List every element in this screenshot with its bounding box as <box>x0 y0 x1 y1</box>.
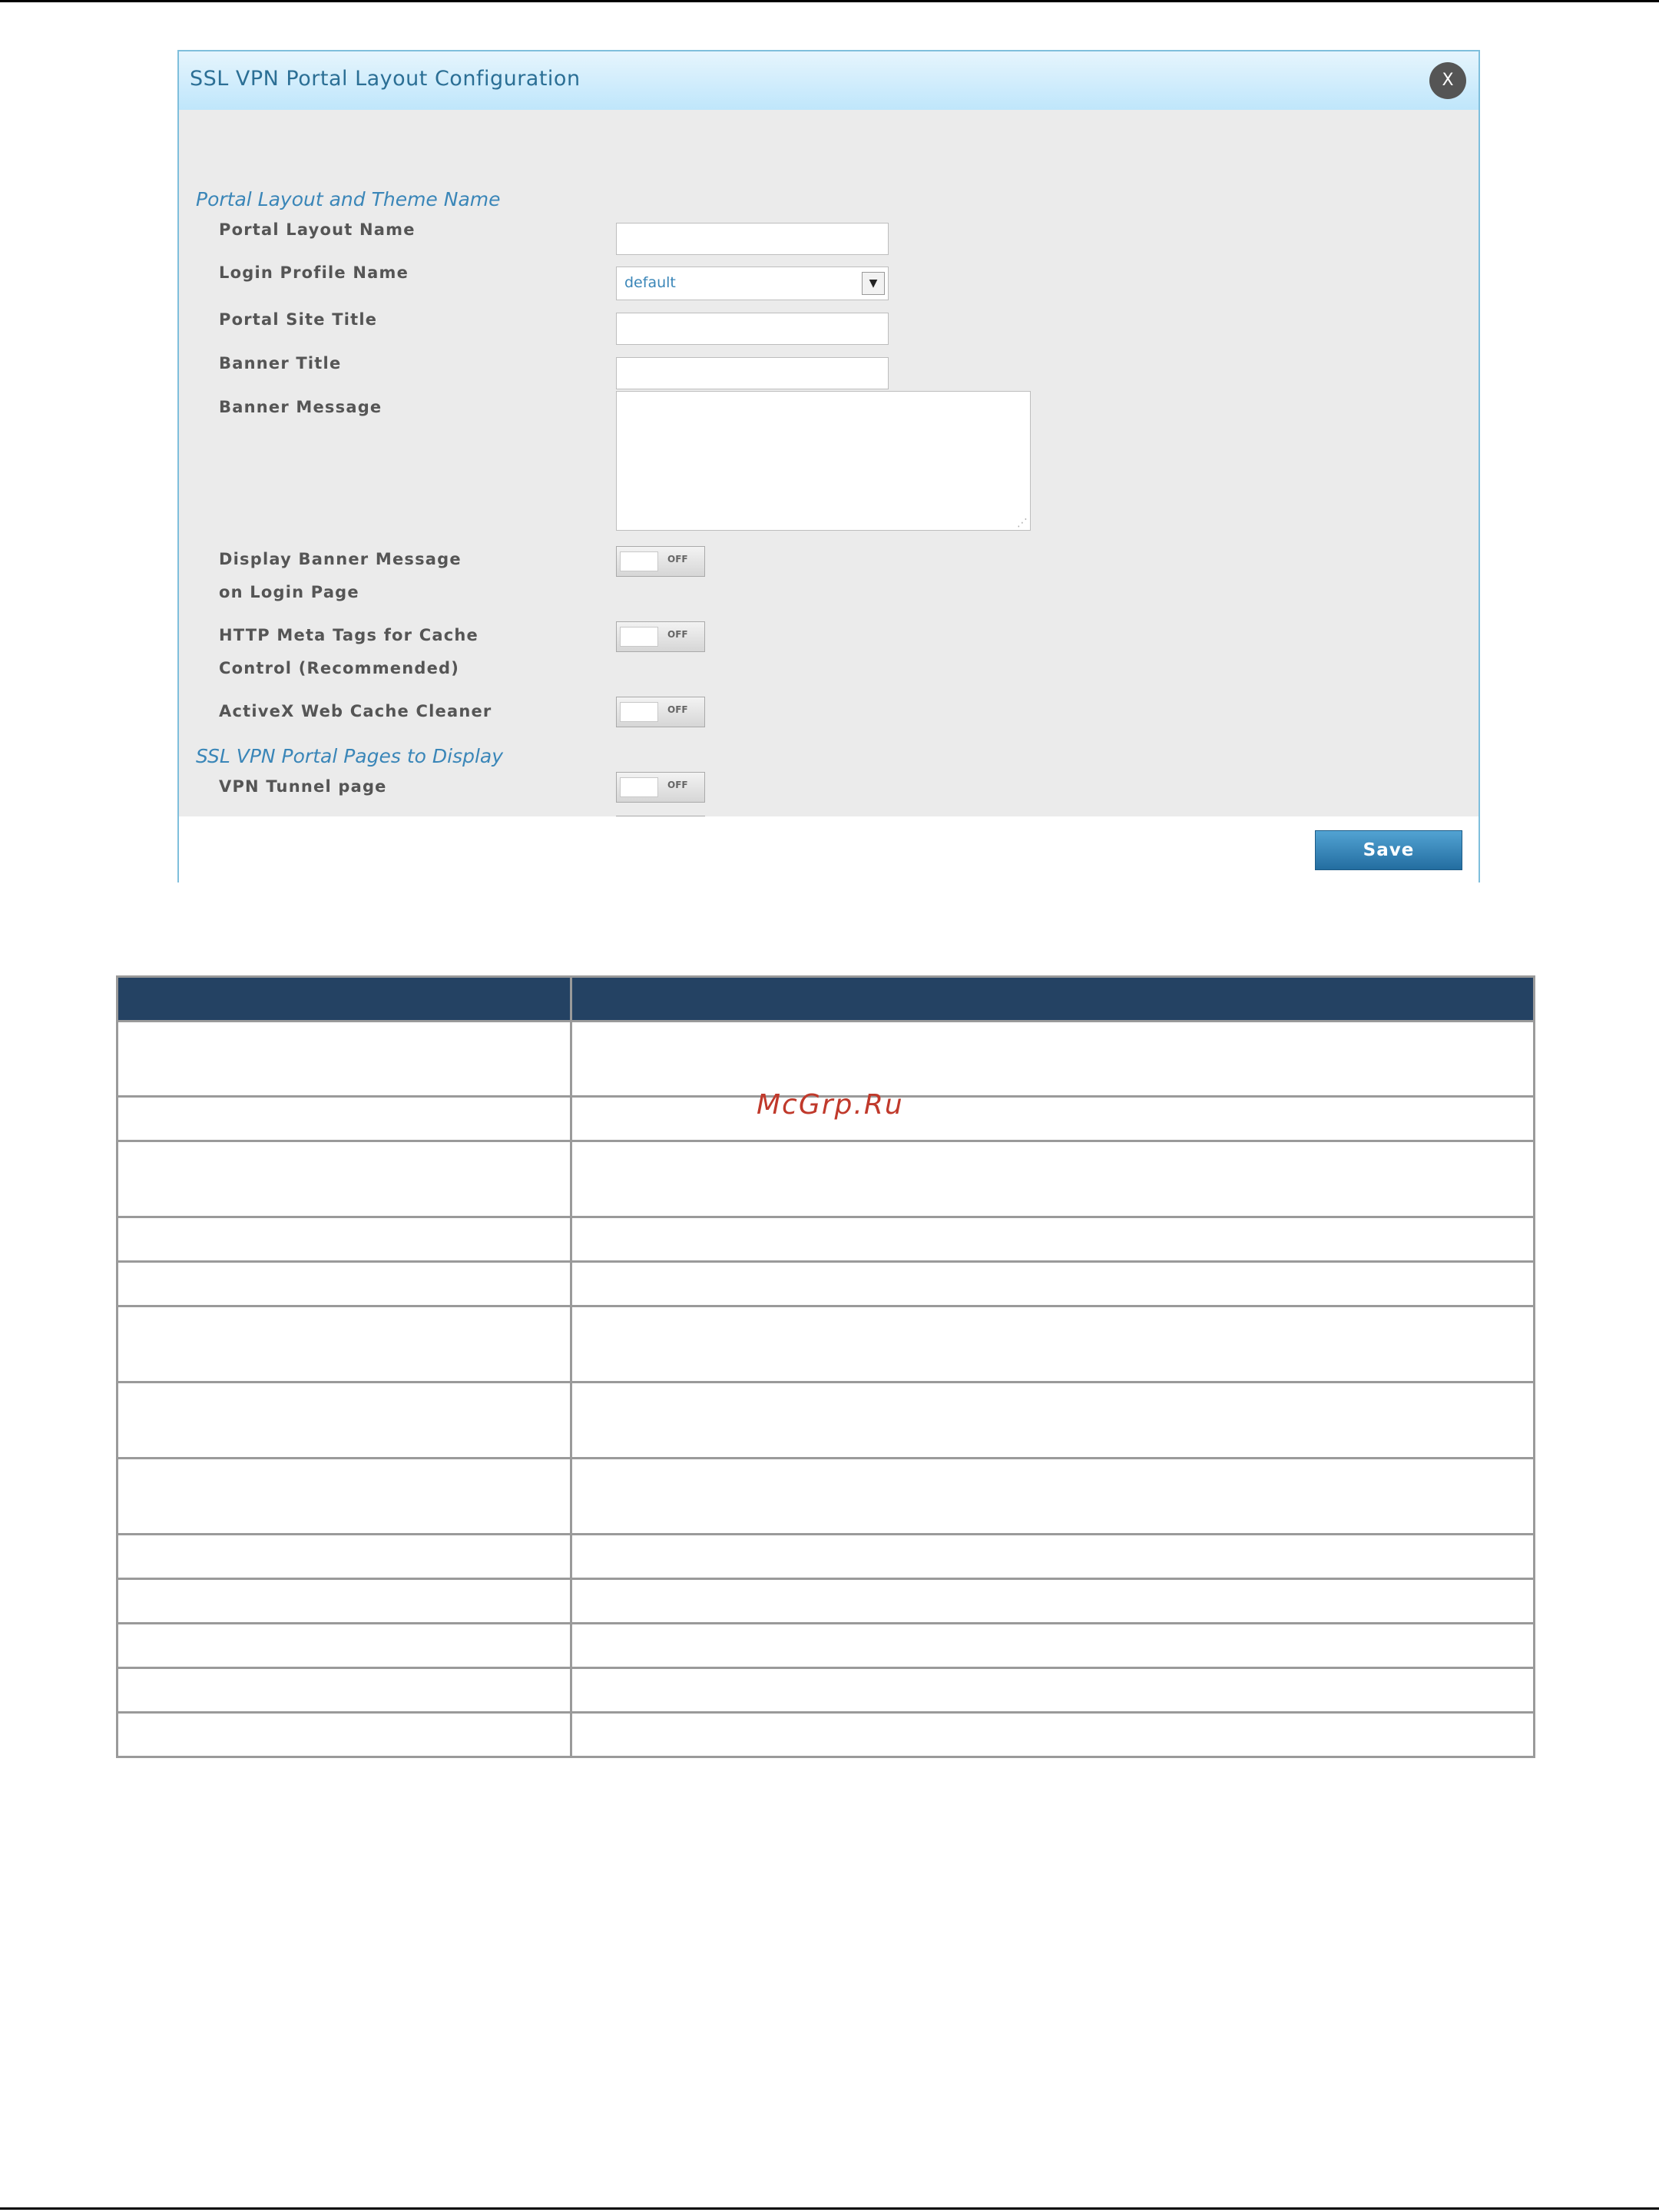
table-cell <box>118 1668 571 1713</box>
table-cell <box>571 1579 1535 1624</box>
table-row <box>118 1535 1535 1579</box>
table-cell <box>118 1022 571 1097</box>
dialog-footer <box>179 816 1479 882</box>
dialog-title: SSL VPN Portal Layout Configuration <box>190 67 581 91</box>
display-banner-label-line1: Display Banner Message <box>219 550 462 568</box>
toggle-knob <box>620 551 658 571</box>
table-cell <box>118 1579 571 1624</box>
watermark: McGrp.Ru <box>757 1089 904 1121</box>
table-row <box>118 1382 1535 1459</box>
login-profile-name-value: default <box>624 274 676 291</box>
top-page-rule <box>0 0 1659 2</box>
table-row <box>118 1624 1535 1668</box>
table-header-cell <box>118 977 571 1022</box>
table-row <box>118 1668 1535 1713</box>
table-cell <box>571 1535 1535 1579</box>
portal-site-title-input[interactable] <box>616 313 889 345</box>
table-cell <box>571 1262 1535 1306</box>
table-cell <box>118 1141 571 1217</box>
close-icon[interactable]: X <box>1429 62 1466 99</box>
dialog-body <box>179 110 1479 866</box>
login-profile-name-select[interactable] <box>616 267 889 300</box>
display-banner-label-line2: on Login Page <box>219 583 359 601</box>
table-cell <box>571 1097 1535 1141</box>
activex-cleaner-label: ActiveX Web Cache Cleaner <box>219 702 492 720</box>
http-meta-tags-label-line2: Control (Recommended) <box>219 659 460 677</box>
table-cell <box>118 1262 571 1306</box>
toggle-state: OFF <box>667 554 688 565</box>
table-cell <box>571 1217 1535 1262</box>
section-title-layout-theme: Portal Layout and Theme Name <box>196 188 501 210</box>
table-cell <box>118 1217 571 1262</box>
banner-title-label: Banner Title <box>219 354 342 373</box>
table-row <box>118 1306 1535 1382</box>
table-row <box>118 1713 1535 1757</box>
table-cell <box>571 1382 1535 1459</box>
vpn-tunnel-page-toggle[interactable] <box>616 772 705 803</box>
toggle-knob <box>620 777 658 797</box>
save-button[interactable]: Save <box>1315 830 1462 870</box>
portal-layout-name-label: Portal Layout Name <box>219 220 416 239</box>
table-cell <box>118 1459 571 1535</box>
toggle-state: OFF <box>667 629 688 640</box>
chevron-down-icon[interactable]: ▼ <box>862 272 885 295</box>
table-header-row <box>118 977 1535 1022</box>
table-cell <box>118 1535 571 1579</box>
table-row <box>118 1022 1535 1097</box>
table-cell <box>571 1022 1535 1097</box>
table-cell <box>118 1382 571 1459</box>
http-meta-tags-label-line1: HTTP Meta Tags for Cache <box>219 626 478 644</box>
table-cell <box>118 1306 571 1382</box>
toggle-knob <box>620 627 658 647</box>
table-row <box>118 1579 1535 1624</box>
portal-site-title-label: Portal Site Title <box>219 310 378 329</box>
dialog-header <box>179 51 1479 111</box>
table-cell <box>118 1713 571 1757</box>
login-profile-name-label: Login Profile Name <box>219 263 409 282</box>
toggle-state: OFF <box>667 780 688 790</box>
table-cell <box>571 1668 1535 1713</box>
table-row <box>118 1141 1535 1217</box>
banner-message-label: Banner Message <box>219 398 382 416</box>
ssl-vpn-portal-layout-dialog <box>177 50 1480 882</box>
vpn-tunnel-page-label: VPN Tunnel page <box>219 777 387 796</box>
bottom-page-rule <box>0 2207 1659 2210</box>
banner-title-input[interactable] <box>616 357 889 389</box>
table-header-cell <box>571 977 1535 1022</box>
table-row <box>118 1217 1535 1262</box>
table-cell <box>571 1459 1535 1535</box>
table-cell <box>118 1624 571 1668</box>
toggle-state: OFF <box>667 704 688 715</box>
table-cell <box>118 1097 571 1141</box>
table-row <box>118 1459 1535 1535</box>
resize-grip-icon[interactable]: ⋰ <box>1017 517 1028 529</box>
banner-message-textarea[interactable] <box>616 391 1031 531</box>
table-row <box>118 1262 1535 1306</box>
display-banner-toggle[interactable] <box>616 546 705 577</box>
toggle-knob <box>620 702 658 722</box>
portal-layout-name-input[interactable] <box>616 223 889 255</box>
table-cell <box>571 1306 1535 1382</box>
table-cell <box>571 1713 1535 1757</box>
activex-cleaner-toggle[interactable] <box>616 697 705 727</box>
table-cell <box>571 1141 1535 1217</box>
section-title-pages-display: SSL VPN Portal Pages to Display <box>196 745 504 767</box>
table-cell <box>571 1624 1535 1668</box>
http-meta-tags-toggle[interactable] <box>616 621 705 652</box>
